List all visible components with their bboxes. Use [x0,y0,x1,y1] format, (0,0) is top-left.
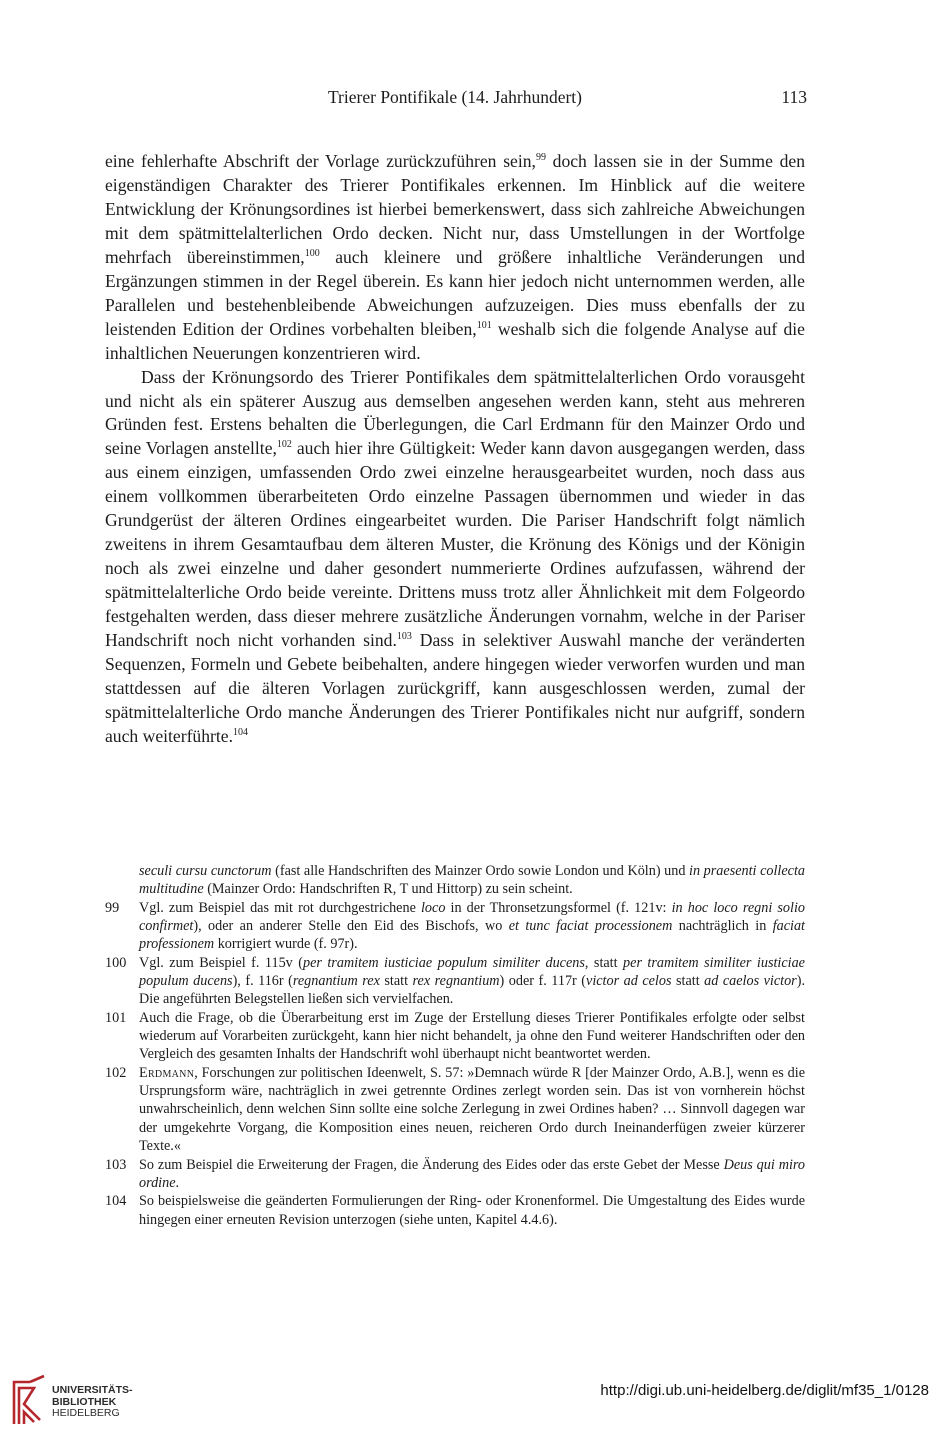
text-run: statt [671,973,705,990]
latin-phrase: et tunc faciat processionem [508,918,673,935]
footnote-ref-104[interactable]: 104 [232,726,248,738]
text-run: Dass in selektiver Auswahl manche der veränderten Sequenzen, Formeln und Gebete beibehalten, andere hingegen wieder verworfen wurden und man stattdessen auf die älteren Vorlagen zurückgriff, kann ausgeschlossen werden, zumal der spätmittelalterliche Ordo manche Änderungen des Trierer Pontifikales nicht nur aufgriff, sondern auch weiterführte. [105,630,806,746]
library-emblem-icon [10,1374,50,1426]
text-run: So zum Beispiel die Erweiterung der Fragen, die Änderung des Eides oder das erste Gebet der Messe [139,1156,724,1173]
footnote-99 [105,899,805,954]
latin-phrase: per tramitem iusticiae populum similiter ducens [302,954,585,971]
footnote-101 [105,1009,805,1064]
library-logo [10,1374,200,1426]
latin-phrase: faciat professionem [139,918,805,953]
footnote-continuation [105,862,805,899]
text-run: ), f. 116r ( [232,973,293,990]
logo-line: HEIDELBERG [52,1407,120,1419]
emblem-stroke [30,1376,44,1382]
latin-phrase: per tramitem similiter iusticiae populum ducens [139,954,805,990]
running-title: Trierer Pontifikale (14. Jahrhundert) [327,87,582,107]
text-run: . [175,1174,180,1191]
footnotes [105,862,805,1229]
text-run: weshalb sich die folgende Analyse auf die inhaltlichen Neuerungen konzentrieren wird. [105,318,805,363]
latin-phrase: Deus qui miro ordine [139,1156,805,1191]
page-number: 113 [781,87,807,107]
text-run: , Forschungen zur politischen Ideenwelt, S. 57: »Demnach würde R [der Mainzer Ordo, A.B.], wenn es die Ursprungsform wäre, nachträglich in zwei getrennte Ordines zerlegt worden sein. Das ist von vornherein höchst unwahrscheinlich, denn welchen Sinn sollte eine solche Zerlegung in zwei Ordines haben? … Sinnvoll dagegen war der umgekehrte Vorgang, die Komposition eines neuen, reicheren Ordo durch Ineinanderfügen zweier kürzerer Texte.« [139,1064,805,1155]
text-run: ). Die angeführten Belegstellen ließen sich vervielfachen. [139,973,805,1008]
text-run: Dass der Krönungsordo des Trierer Pontifikales dem spätmittelalterlichen Ordo vorausgeht und nicht als ein späterer Auszug aus demselben angesehen werden kann, steht aus mehreren Gründen fest. Erstens behalten die Überlegungen, die Carl Erdmann für den Mainzer Ordo und seine Vorlagen anstellte, [105,366,805,459]
text-run: Auch die Frage, ob die Überarbeitung erst im Zuge der Erstellung dieses Trierer Pontifikales erfolgte oder selbst wiederum auf Vorarbeiten zurückgeht, kann hier nicht behandelt, ja ohne den Fund weiterer Handschriften oder den Vergleich des gesamten Inhalts der Handschrift wohl überhaupt nicht beantwortet werden. [139,1009,805,1063]
text-run: auch hier ihre Gültigkeit: Weder kann davon ausgegangen werden, dass aus einem einzigen, umfassenden Ordo zwei einzelne herausgearbeitet wurden, noch dass aus einem vollkommen überarbeiteten Ordo einzelne Passagen übernommen und wieder in das Grundgerüst der älteren Ordines eingearbeitet wurden. Die Pariser Handschrift folgt nämlich zweitens in ihrem Gesamtaufbau dem älteren Muster, die Krönung des Königs und der Königin noch als zwei einzelne und daher gesondert nummerierte Ordines aufzufassen, während der spätmittelalterliche Ordo beide vereinte. Drittens muss trotz aller Ähnlichkeit mit dem Folgeordo festgehalten werden, dass dieser mehrere zusätzliche Änderungen vornahm, welche in der Pariser Handschrift noch nicht vorhanden sind. [105,438,806,651]
logo-line: BIBLIOTHEK [52,1395,117,1408]
text-run: nachträglich in [672,918,773,935]
logo-line: UNIVERSITÄTS- [52,1384,133,1396]
latin-phrase: rex regnantium [412,973,500,990]
text-run: Vgl. zum Beispiel das mit rot durchgestrichene [139,899,421,916]
footnote-ref-102[interactable]: 102 [276,439,292,451]
text-run: ), oder an anderer Stelle den Eid des Bischofs, wo [193,918,509,935]
source-url[interactable]: http://digi.ub.uni-heidelberg.de/diglit/mf35_1/0128 [600,1382,929,1399]
author-name: Erdmann [139,1064,195,1081]
footnote-number: 103 [105,1156,127,1173]
library-name [52,1385,133,1420]
latin-phrase: seculi cursu cunctorum [139,863,272,879]
text-run: (Mainzer Ordo: Handschriften R, T und Hittorp) zu sein scheint. [203,881,573,898]
text-run: doch lassen sie in der Summe den eigenständigen Charakter des Trierer Pontifikales erkennen. Im Hinblick auf die weitere Entwicklung der Krönungsordines ist hierbei bemerkenswert, dass sich zahlreiche Abweichungen mit dem spätmittelalterlichen Ordo decken. Nicht nur, dass Umstellungen in der Wortfolge mehrfach übereinstimmen, [105,151,806,267]
main-text [105,150,805,749]
footnote-ref-103[interactable]: 103 [396,631,412,643]
text-run: korrigiert wurde (f. 97r). [214,936,358,953]
footnote-number: 102 [105,1064,127,1081]
text-run: Vgl. zum Beispiel f. 115v ( [139,954,303,971]
footnote-ref-100[interactable]: 100 [304,247,320,259]
footnote-number: 99 [105,899,120,916]
latin-phrase: in hoc loco regni solio confirmet [139,899,805,935]
paragraph-1 [105,150,805,366]
latin-phrase: victor ad celos [586,973,672,990]
text-run: eine fehlerhafte Abschrift der Vorlage zurückzuführen sein, [105,151,536,171]
latin-phrase: in praesenti collecta multitudine [139,863,805,898]
footnote-104 [105,1192,805,1229]
emblem-lines [14,1376,44,1424]
text-run: So beispielsweise die geänderten Formulierungen der Ring- oder Kronenformel. Die Umgestaltung des Eides wurde hingegen einer erneuten Revision unterzogen (siehe unten, Kapitel 4.4.6). [139,1193,805,1228]
footnote-number: 100 [105,954,127,971]
paragraph-2 [105,366,805,749]
text-run: auch kleinere und größere inhaltliche Veränderungen und Ergänzungen stimmen in der Regel überein. Es kann hier jedoch nicht unternommen werden, alle Parallelen und bestehenbleibende Abweichungen aufzuzeigen. Dies muss ebenfalls der zu leistenden Edition der Ordines vorbehalten bleiben, [105,246,806,339]
latin-phrase: loco [420,899,446,916]
running-head [0,87,941,111]
text-run: , statt [584,954,624,971]
footnote-103 [105,1156,805,1193]
footnote-102 [105,1064,805,1156]
text-run: statt [379,973,413,990]
text-run: (fast alle Handschriften des Mainzer Ordo sowie London und Köln) und [271,863,690,879]
footnote-ref-101[interactable]: 101 [476,319,492,331]
latin-phrase: regnantium rex [292,973,380,990]
latin-phrase: ad caelos victor [704,973,797,990]
footnote-number: 101 [105,1009,127,1026]
footnote-number: 104 [105,1193,127,1210]
footnote-ref-99[interactable]: 99 [535,152,546,163]
text-run: in der Thronsetzungsformel (f. 121v: [445,899,672,916]
footnote-100 [105,954,805,1009]
text-run: ) oder f. 117r ( [499,973,587,990]
